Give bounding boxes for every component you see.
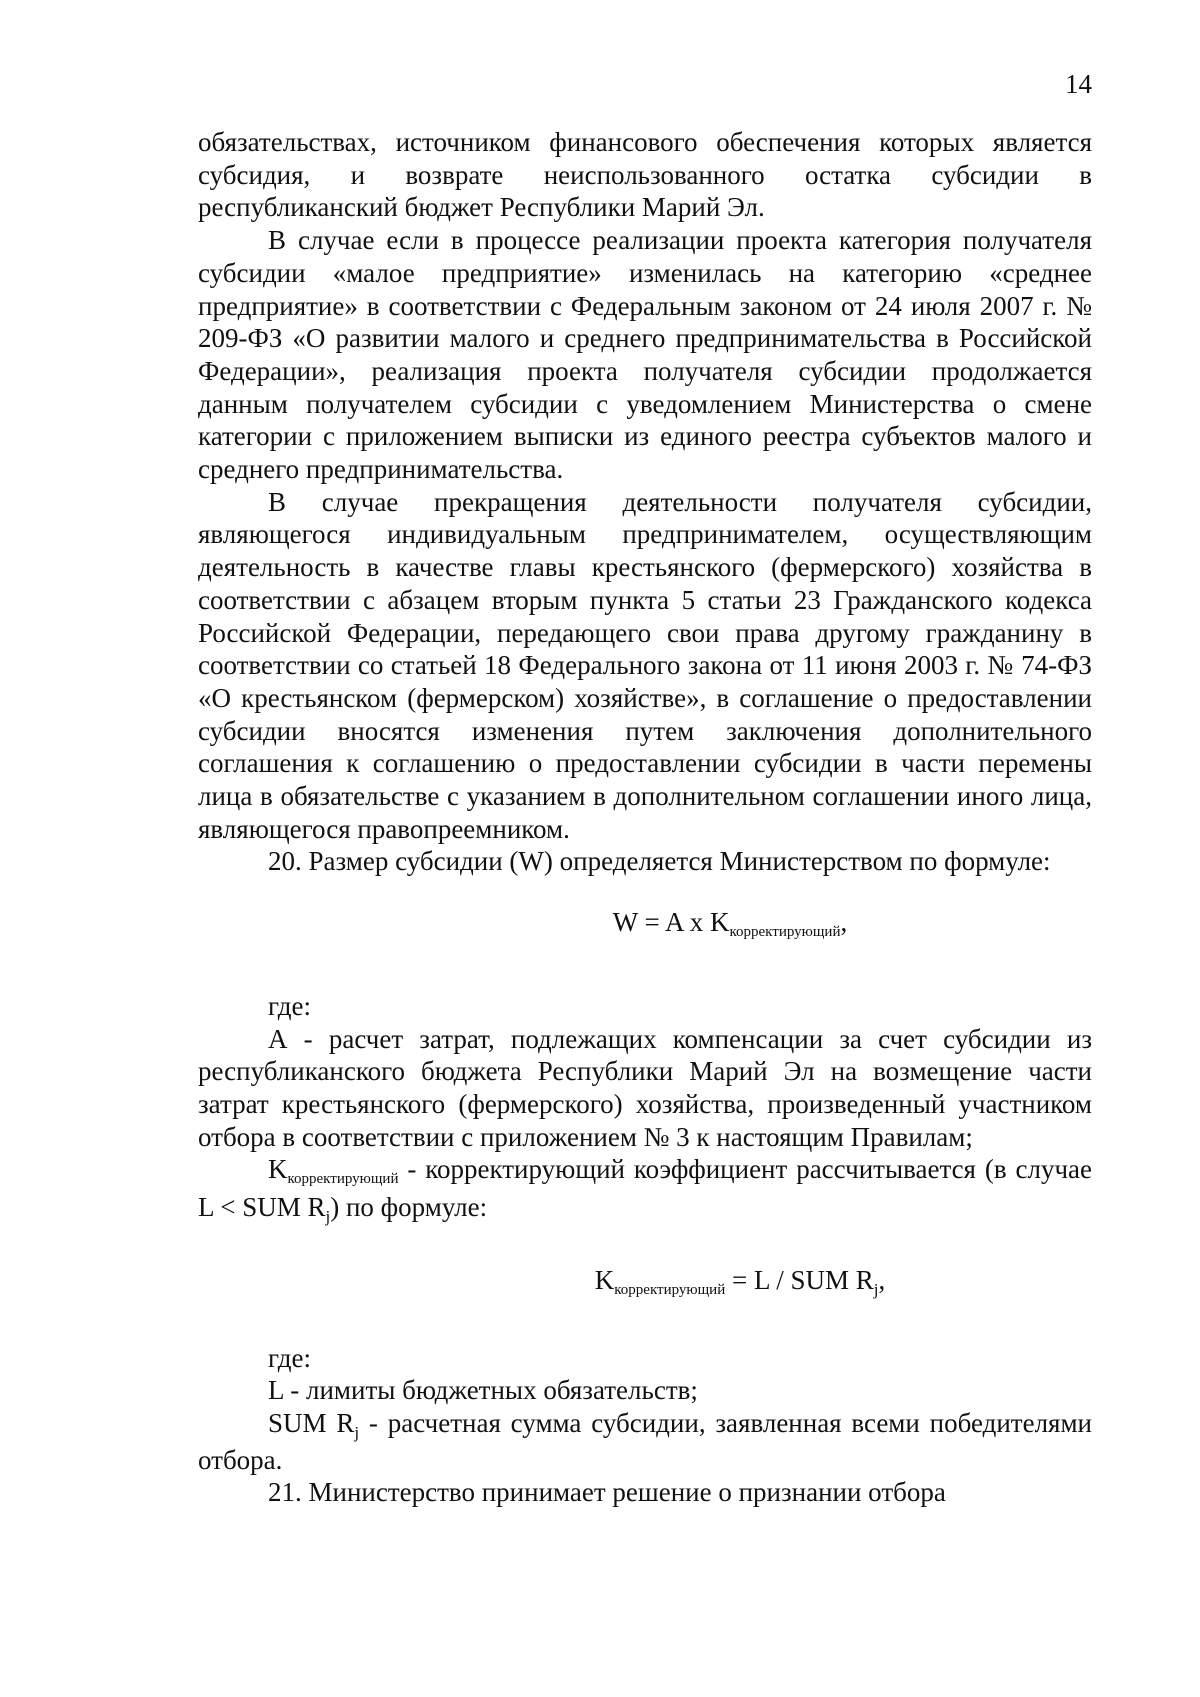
k-definition-end: ) по формуле:	[330, 1192, 488, 1223]
formula-coefficient-end: ,	[878, 1264, 886, 1295]
formula-subsidy-end: ,	[840, 907, 848, 938]
paragraph-definition-l: L - лимиты бюджетных обязательств;	[268, 1375, 698, 1406]
where-label-2: где:	[268, 1342, 311, 1373]
formula-coefficient-subscript: корректирующий	[614, 1281, 726, 1298]
where-label-1: где:	[268, 990, 311, 1021]
formula-subsidy	[198, 906, 1092, 944]
formula-coefficient-j: j	[873, 1279, 879, 1299]
k-definition-j: j	[325, 1207, 331, 1227]
k-symbol: K	[268, 1154, 288, 1185]
formula-coefficient	[198, 1264, 1092, 1302]
paragraph-21: 21. Министерство принимает решение о признании отбора	[268, 1477, 946, 1508]
document-body	[198, 126, 1092, 1509]
formula-coefficient-mid: = L / SUM R	[725, 1264, 874, 1295]
formula-subsidy-main: W = A x K	[612, 907, 730, 938]
paragraph-definition-a: А - расчет затрат, подлежащих компенсации за счет субсидии из республиканского бюджета Республики Марий Эл на возмещение части затрат крестьянского (фермерского) хозяйства, произведенный участником отбора в соответствии с приложением № 3 к настоящим Правилам;	[198, 1023, 1092, 1152]
paragraph-termination: В случае прекращения деятельности получателя субсидии, являющегося индивидуальным предпринимателем, осуществляющим деятельность в качестве главы крестьянского (фермерского) хозяйства в соответствии с абзацем вторым пункта 5 статьи 23 Гражданского кодекса Российской Федерации, передающего свои права другому гражданину в соответствии со статьей 18 Федерального закона от 11 июня 2003 г. № 74-ФЗ «О крестьянском (фермерском) хозяйстве», в соглашение о предоставлении субсидии вносятся изменения путем заключения дополнительного соглашения к соглашению о предоставлении субсидии в части перемены лица в обязательстве с указанием в дополнительном соглашении иного лица, являющегося правопреемником.	[198, 486, 1092, 844]
sum-symbol: SUM R	[268, 1407, 355, 1438]
formula-subsidy-subscript: корректирующий	[729, 924, 841, 941]
formula-coefficient-k: K	[594, 1264, 615, 1295]
page-number: 14	[1065, 69, 1092, 99]
k-definition-text: - корректирующий коэффициент рассчитывается (в случае L < SUM R	[198, 1154, 1092, 1223]
paragraph-definition-sum	[198, 1407, 1092, 1476]
paragraph-definition-k	[198, 1153, 1092, 1227]
sum-definition-text: - расчетная сумма субсидии, заявленная всеми победителями отбора.	[198, 1407, 1093, 1475]
paragraph-continuation: обязательствах, источником финансового обеспечения которых является субсидия, и возврате неиспользованного остатка субсидии в республиканский бюджет Республики Марий Эл.	[198, 127, 1092, 223]
paragraph-20-subsidy-size: 20. Размер субсидии (W) определяется Министерством по формуле:	[268, 846, 1051, 877]
paragraph-category-change: В случае если в процессе реализации проекта категория получателя субсидии «малое предприятие» изменилась на категорию «среднее предприятие» в соответствии с Федеральным законом от 24 июля 2007 г. № 209-ФЗ «О развитии малого и среднего предпринимательства в Российской Федерации», реализация проекта получателя субсидии продолжается данным получателем субсидии с уведомлением Министерства о смене категории с приложением выписки из единого реестра субъектов малого и среднего предпринимательства.	[198, 225, 1092, 485]
sum-subscript-j: j	[354, 1422, 360, 1442]
k-subscript: корректирующий	[287, 1171, 399, 1188]
